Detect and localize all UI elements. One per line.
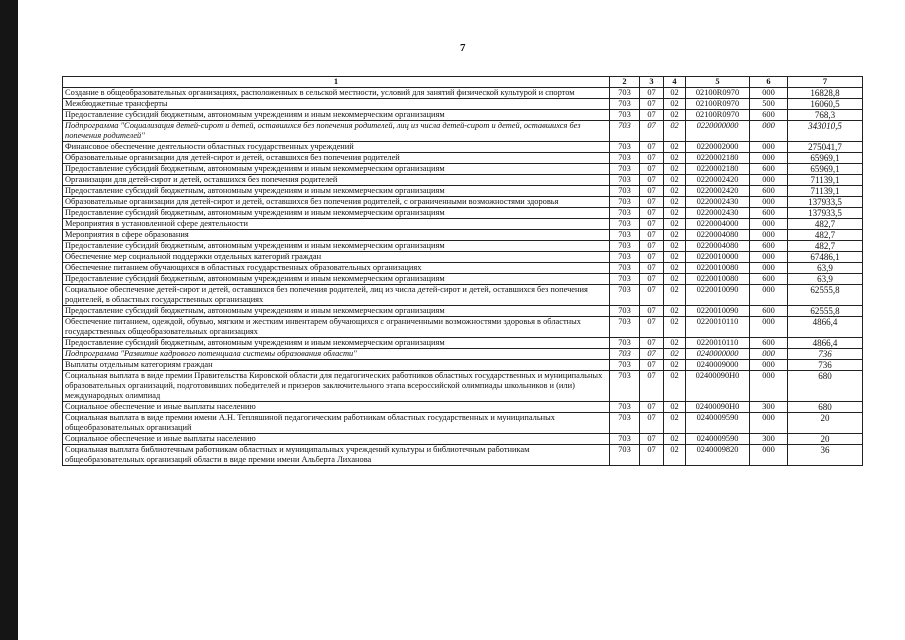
row-admin-code-cell: 703 [610, 175, 640, 186]
row-name-cell: Обеспечение питанием, одеждой, обувью, мягким и жестким инвентарем обучающихся с ограниченными возможностями здоровья в областных государственных общеобразовательных организациях [63, 317, 610, 338]
table-row [63, 349, 863, 360]
row-name-cell: Предоставление субсидий бюджетным, автономным учреждениям и иным некоммерческим организациям [63, 208, 610, 219]
row-expense-type-cell: 500 [750, 99, 788, 110]
row-expense-type-cell: 600 [750, 110, 788, 121]
row-section-cell: 07 [640, 164, 664, 175]
row-name-cell: Социальная выплата в виде премии имени А.Н. Тепляшиной педагогическим работникам областных государственных и муниципальных общеобразовательных организаций [63, 413, 610, 434]
row-admin-code-cell: 703 [610, 285, 640, 306]
row-expense-type-cell: 000 [750, 197, 788, 208]
row-target-article-cell: 02100R0970 [686, 99, 750, 110]
row-admin-code-cell: 703 [610, 360, 640, 371]
row-name-cell: Предоставление субсидий бюджетным, автономным учреждениям и иным некоммерческим организациям [63, 241, 610, 252]
row-amount-cell: 482,7 [788, 230, 863, 241]
row-target-article-cell: 0220004000 [686, 219, 750, 230]
row-amount-cell: 680 [788, 371, 863, 402]
row-amount-cell: 137933,5 [788, 197, 863, 208]
row-section-cell: 07 [640, 402, 664, 413]
row-subsection-cell: 02 [664, 338, 686, 349]
row-admin-code-cell: 703 [610, 317, 640, 338]
row-target-article-cell: 02100R0970 [686, 110, 750, 121]
row-subsection-cell: 02 [664, 219, 686, 230]
row-subsection-cell: 02 [664, 121, 686, 142]
row-section-cell: 07 [640, 219, 664, 230]
row-expense-type-cell: 000 [750, 317, 788, 338]
budget-table [62, 76, 863, 466]
row-admin-code-cell: 703 [610, 230, 640, 241]
row-target-article-cell: 0220002180 [686, 153, 750, 164]
row-target-article-cell: 0240000000 [686, 349, 750, 360]
row-section-cell: 07 [640, 88, 664, 99]
row-target-article-cell: 0220010110 [686, 338, 750, 349]
row-section-cell: 07 [640, 360, 664, 371]
table-row [63, 153, 863, 164]
row-name-cell: Социальная выплата библиотечным работникам областных и муниципальных учреждений культуры и библиотечным работникам общеобразовательных организаций области в виде премии имени Альберта Лиханова [63, 445, 610, 466]
row-section-cell: 07 [640, 317, 664, 338]
row-expense-type-cell: 300 [750, 402, 788, 413]
row-amount-cell: 4866,4 [788, 338, 863, 349]
row-expense-type-cell: 000 [750, 219, 788, 230]
row-amount-cell: 65969,1 [788, 164, 863, 175]
row-section-cell: 07 [640, 371, 664, 402]
row-name-cell: Предоставление субсидий бюджетным, автономным учреждениям и иным некоммерческим организациям [63, 338, 610, 349]
row-amount-cell: 71139,1 [788, 175, 863, 186]
row-target-article-cell: 0220002000 [686, 142, 750, 153]
row-expense-type-cell: 600 [750, 274, 788, 285]
row-amount-cell: 482,7 [788, 241, 863, 252]
row-expense-type-cell: 000 [750, 285, 788, 306]
row-amount-cell: 137933,5 [788, 208, 863, 219]
row-admin-code-cell: 703 [610, 186, 640, 197]
row-subsection-cell: 02 [664, 413, 686, 434]
row-name-cell: Предоставление субсидий бюджетным, автономным учреждениям и иным некоммерческим организациям [63, 186, 610, 197]
header-col-1: 1 [63, 77, 610, 88]
row-expense-type-cell: 000 [750, 445, 788, 466]
row-section-cell: 07 [640, 99, 664, 110]
row-admin-code-cell: 703 [610, 99, 640, 110]
row-amount-cell: 36 [788, 445, 863, 466]
row-section-cell: 07 [640, 285, 664, 306]
table-row [63, 445, 863, 466]
row-subsection-cell: 02 [664, 360, 686, 371]
row-target-article-cell: 0220004080 [686, 241, 750, 252]
row-admin-code-cell: 703 [610, 241, 640, 252]
row-expense-type-cell: 000 [750, 263, 788, 274]
table-row [63, 121, 863, 142]
row-expense-type-cell: 600 [750, 306, 788, 317]
scan-edge [0, 0, 18, 640]
row-section-cell: 07 [640, 274, 664, 285]
row-amount-cell: 680 [788, 402, 863, 413]
row-subsection-cell: 02 [664, 175, 686, 186]
row-subsection-cell: 02 [664, 99, 686, 110]
row-admin-code-cell: 703 [610, 402, 640, 413]
page-number: 7 [460, 42, 466, 54]
table-body [63, 88, 863, 466]
row-subsection-cell: 02 [664, 263, 686, 274]
row-name-cell: Предоставление субсидий бюджетным, автономным учреждениям и иным некоммерческим организациям [63, 164, 610, 175]
row-admin-code-cell: 703 [610, 434, 640, 445]
row-target-article-cell: 02400090H0 [686, 371, 750, 402]
row-section-cell: 07 [640, 252, 664, 263]
row-section-cell: 07 [640, 241, 664, 252]
table-row [63, 263, 863, 274]
row-name-cell: Социальная выплата в виде премии Правительства Кировской области для педагогических работников областных государственных и муниципальных образовательных организаций, подготовивших победителей и призеров заключительного этапа всероссийской олимпиады школьников и (или) международных олимпиад [63, 371, 610, 402]
row-target-article-cell: 0220002180 [686, 164, 750, 175]
row-admin-code-cell: 703 [610, 413, 640, 434]
row-expense-type-cell: 600 [750, 164, 788, 175]
row-amount-cell: 63,9 [788, 263, 863, 274]
row-section-cell: 07 [640, 230, 664, 241]
row-expense-type-cell: 000 [750, 360, 788, 371]
row-name-cell: Обеспечение мер социальной поддержки отдельных категорий граждан [63, 252, 610, 263]
row-expense-type-cell: 000 [750, 349, 788, 360]
row-amount-cell: 62555,8 [788, 285, 863, 306]
table-row [63, 274, 863, 285]
row-subsection-cell: 02 [664, 208, 686, 219]
row-name-cell: Предоставление субсидий бюджетным, автономным учреждениям и иным некоммерческим организациям [63, 274, 610, 285]
row-admin-code-cell: 703 [610, 142, 640, 153]
table-row [63, 230, 863, 241]
header-col-3: 3 [640, 77, 664, 88]
table-row [63, 186, 863, 197]
row-subsection-cell: 02 [664, 197, 686, 208]
row-name-cell: Социальное обеспечение и иные выплаты населению [63, 434, 610, 445]
row-amount-cell: 736 [788, 349, 863, 360]
table-row [63, 99, 863, 110]
row-target-article-cell: 0220010080 [686, 274, 750, 285]
row-target-article-cell: 0220010000 [686, 252, 750, 263]
row-subsection-cell: 02 [664, 153, 686, 164]
row-admin-code-cell: 703 [610, 219, 640, 230]
row-expense-type-cell: 000 [750, 121, 788, 142]
row-subsection-cell: 02 [664, 306, 686, 317]
row-expense-type-cell: 000 [750, 88, 788, 99]
row-section-cell: 07 [640, 208, 664, 219]
row-subsection-cell: 02 [664, 434, 686, 445]
row-section-cell: 07 [640, 434, 664, 445]
row-subsection-cell: 02 [664, 445, 686, 466]
table-row [63, 219, 863, 230]
row-section-cell: 07 [640, 197, 664, 208]
row-section-cell: 07 [640, 413, 664, 434]
row-name-cell: Предоставление субсидий бюджетным, автономным учреждениям и иным некоммерческим организациям [63, 110, 610, 121]
row-admin-code-cell: 703 [610, 88, 640, 99]
row-target-article-cell: 0220010090 [686, 306, 750, 317]
row-admin-code-cell: 703 [610, 274, 640, 285]
row-subsection-cell: 02 [664, 241, 686, 252]
row-admin-code-cell: 703 [610, 197, 640, 208]
row-amount-cell: 275041,7 [788, 142, 863, 153]
row-target-article-cell: 02100R0970 [686, 88, 750, 99]
row-expense-type-cell: 600 [750, 186, 788, 197]
row-name-cell: Мероприятия в установленной сфере деятельности [63, 219, 610, 230]
row-section-cell: 07 [640, 175, 664, 186]
row-subsection-cell: 02 [664, 230, 686, 241]
header-row [63, 77, 863, 88]
row-admin-code-cell: 703 [610, 349, 640, 360]
row-section-cell: 07 [640, 263, 664, 274]
row-subsection-cell: 02 [664, 252, 686, 263]
row-target-article-cell: 0220002420 [686, 175, 750, 186]
row-admin-code-cell: 703 [610, 164, 640, 175]
row-amount-cell: 71139,1 [788, 186, 863, 197]
row-subsection-cell: 02 [664, 142, 686, 153]
row-subsection-cell: 02 [664, 402, 686, 413]
row-target-article-cell: 0240009590 [686, 434, 750, 445]
row-section-cell: 07 [640, 338, 664, 349]
row-admin-code-cell: 703 [610, 306, 640, 317]
row-subsection-cell: 02 [664, 285, 686, 306]
row-name-cell: Образовательные организации для детей-сирот и детей, оставшихся без попечения родителей [63, 153, 610, 164]
row-target-article-cell: 0220000000 [686, 121, 750, 142]
row-admin-code-cell: 703 [610, 208, 640, 219]
row-section-cell: 07 [640, 186, 664, 197]
row-admin-code-cell: 703 [610, 110, 640, 121]
row-amount-cell: 20 [788, 413, 863, 434]
row-admin-code-cell: 703 [610, 252, 640, 263]
table-row [63, 241, 863, 252]
row-expense-type-cell: 000 [750, 252, 788, 263]
row-admin-code-cell: 703 [610, 445, 640, 466]
row-expense-type-cell: 600 [750, 241, 788, 252]
row-amount-cell: 16060,5 [788, 99, 863, 110]
row-amount-cell: 20 [788, 434, 863, 445]
row-admin-code-cell: 703 [610, 121, 640, 142]
table-row [63, 413, 863, 434]
row-subsection-cell: 02 [664, 317, 686, 338]
row-name-cell: Мероприятия в сфере образования [63, 230, 610, 241]
header-col-6: 6 [750, 77, 788, 88]
row-expense-type-cell: 000 [750, 230, 788, 241]
row-target-article-cell: 0220010110 [686, 317, 750, 338]
row-admin-code-cell: 703 [610, 371, 640, 402]
row-name-cell: Подпрограмма "Развитие кадрового потенциала системы образования области" [63, 349, 610, 360]
row-expense-type-cell: 000 [750, 175, 788, 186]
row-section-cell: 07 [640, 153, 664, 164]
header-col-5: 5 [686, 77, 750, 88]
row-target-article-cell: 0240009820 [686, 445, 750, 466]
row-name-cell: Социальное обеспечение и иные выплаты населению [63, 402, 610, 413]
row-target-article-cell: 0220010090 [686, 285, 750, 306]
row-amount-cell: 482,7 [788, 219, 863, 230]
row-target-article-cell: 0220002430 [686, 208, 750, 219]
header-col-2: 2 [610, 77, 640, 88]
row-name-cell: Предоставление субсидий бюджетным, автономным учреждениям и иным некоммерческим организациям [63, 306, 610, 317]
row-subsection-cell: 02 [664, 349, 686, 360]
table-row [63, 317, 863, 338]
row-amount-cell: 768,3 [788, 110, 863, 121]
row-name-cell: Образовательные организации для детей-сирот и детей, оставшихся без попечения родителей, с ограниченными возможностями здоровья [63, 197, 610, 208]
row-section-cell: 07 [640, 121, 664, 142]
table-row [63, 142, 863, 153]
row-admin-code-cell: 703 [610, 153, 640, 164]
row-subsection-cell: 02 [664, 371, 686, 402]
row-subsection-cell: 02 [664, 186, 686, 197]
table-row [63, 88, 863, 99]
row-admin-code-cell: 703 [610, 338, 640, 349]
row-target-article-cell: 0220010080 [686, 263, 750, 274]
row-amount-cell: 343010,5 [788, 121, 863, 142]
row-name-cell: Обеспечение питанием обучающихся в областных государственных образовательных организациях [63, 263, 610, 274]
row-admin-code-cell: 703 [610, 263, 640, 274]
row-subsection-cell: 02 [664, 164, 686, 175]
row-expense-type-cell: 000 [750, 371, 788, 402]
row-section-cell: 07 [640, 110, 664, 121]
row-name-cell: Социальное обеспечение детей-сирот и детей, оставшихся без попечения родителей, лиц из числа детей-сирот и детей, оставшихся без попечения родителей, в областных государственных организациях [63, 285, 610, 306]
row-expense-type-cell: 000 [750, 153, 788, 164]
row-subsection-cell: 02 [664, 274, 686, 285]
budget-table-container [62, 76, 862, 466]
table-row [63, 338, 863, 349]
table-row [63, 175, 863, 186]
table-row [63, 360, 863, 371]
row-expense-type-cell: 000 [750, 413, 788, 434]
row-subsection-cell: 02 [664, 110, 686, 121]
table-row [63, 371, 863, 402]
table-row [63, 402, 863, 413]
row-amount-cell: 4866,4 [788, 317, 863, 338]
row-name-cell: Межбюджетные трансферты [63, 99, 610, 110]
row-name-cell: Подпрограмма "Социализация детей-сирот и детей, оставшихся без попечения родителей, лиц из числа детей-сирот и детей, оставшихся без попечения родителей" [63, 121, 610, 142]
row-expense-type-cell: 300 [750, 434, 788, 445]
table-row [63, 164, 863, 175]
row-amount-cell: 65969,1 [788, 153, 863, 164]
row-name-cell: Выплаты отдельным категориям граждан [63, 360, 610, 371]
row-amount-cell: 67486,1 [788, 252, 863, 263]
table-row [63, 208, 863, 219]
row-target-article-cell: 0240009000 [686, 360, 750, 371]
table-row [63, 252, 863, 263]
table-row [63, 110, 863, 121]
row-name-cell: Организации для детей-сирот и детей, оставшихся без попечения родителей [63, 175, 610, 186]
row-target-article-cell: 02400090H0 [686, 402, 750, 413]
row-expense-type-cell: 600 [750, 338, 788, 349]
row-name-cell: Финансовое обеспечение деятельности областных государственных учреждений [63, 142, 610, 153]
row-section-cell: 07 [640, 445, 664, 466]
table-row [63, 285, 863, 306]
row-target-article-cell: 0220002420 [686, 186, 750, 197]
row-expense-type-cell: 000 [750, 142, 788, 153]
header-col-4: 4 [664, 77, 686, 88]
row-expense-type-cell: 600 [750, 208, 788, 219]
row-amount-cell: 63,9 [788, 274, 863, 285]
row-subsection-cell: 02 [664, 88, 686, 99]
table-row [63, 306, 863, 317]
row-target-article-cell: 0220002430 [686, 197, 750, 208]
row-section-cell: 07 [640, 349, 664, 360]
row-name-cell: Создание в общеобразовательных организациях, расположенных в сельской местности, условий для занятий физической культурой и спортом [63, 88, 610, 99]
row-target-article-cell: 0240009590 [686, 413, 750, 434]
header-col-7: 7 [788, 77, 863, 88]
row-section-cell: 07 [640, 142, 664, 153]
row-target-article-cell: 0220004080 [686, 230, 750, 241]
row-amount-cell: 16828,8 [788, 88, 863, 99]
row-amount-cell: 62555,8 [788, 306, 863, 317]
row-section-cell: 07 [640, 306, 664, 317]
table-row [63, 197, 863, 208]
row-amount-cell: 736 [788, 360, 863, 371]
table-row [63, 434, 863, 445]
